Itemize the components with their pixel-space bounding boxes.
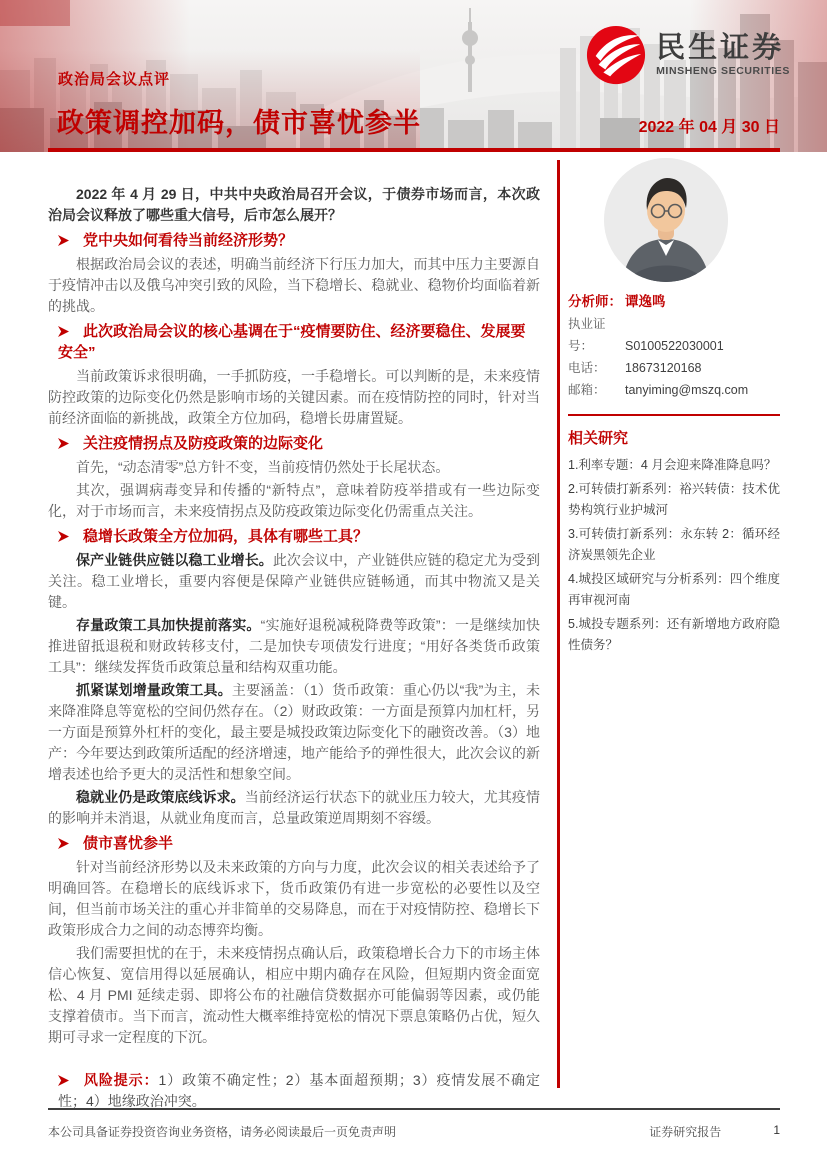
risk-label: 风险提示： [83, 1072, 159, 1088]
related-item: 5.城投专题系列：还有新增地方政府隐性债务？ [568, 617, 780, 652]
section-heading: 党中央如何看待当前经济形势？ [48, 230, 540, 251]
license-row: 执业证号： S0100522030001 [568, 317, 724, 353]
paragraph: 首先，“动态清零”总方针不变，当前疫情仍然处于长尾状态。 [76, 459, 450, 475]
minsheng-logo [585, 24, 790, 86]
logo-name-cn: 民生证券 [656, 32, 785, 64]
email-row: 邮箱： tanyiming@mszq.com [568, 383, 749, 397]
page-number: 1 [773, 1123, 780, 1137]
page-footer [48, 1108, 780, 1140]
paragraph: 当前政策诉求很明确，一手抓防疫，一手稳增长。可以判断的是，未来疫情防控政策的边际变化仍然是影响市场的关键因素。而在疫情防控的同时，针对当前经济面临的新挑战，政策全方位加码，稳增长毋庸置疑。 [48, 368, 540, 426]
header-rule [48, 148, 780, 152]
paragraph: 存量政策工具加快提前落实。“实施好退税减税降费等政策”：一是继续加快推进留抵退税和财政转移支付，二是加快专项债发行进度；“用好各类货币政策工具”：继续发挥货币政策总量和结构双重功能。 [48, 617, 541, 675]
section-heading: 债市喜忧参半 [48, 833, 540, 854]
analyst-photo [604, 158, 728, 282]
paragraph: 稳就业仍是政策底线诉求。当前经济运行状态下的就业压力较大，尤其疫情的影响并未消退，从就业角度而言，总量政策逆周期刻不容缓。 [48, 789, 540, 826]
paragraph: 根据政治局会议的表述，明确当前经济下行压力加大，而其中压力主要源自于疫情冲击以及俄乌冲突引致的风险，当下稳增长、稳就业、稳物价均面临着新的挑战。 [48, 256, 540, 314]
logo-name-en: MINSHENG SECURITIES [656, 65, 790, 77]
footer-right [649, 1123, 780, 1140]
related-item: 3.可转债打新系列：永东转 2：循环经济炭黑领先企业 [568, 527, 780, 562]
paragraph: 保产业链供应链以稳工业增长。此次会议中，产业链供应链的稳定尤为受到关注。稳工业增长，重要内容便是保障产业链供应链畅通，而其中物流又是关键。 [48, 552, 540, 610]
paragraph: 其次，强调病毒变异和传播的“新特点”，意味着防疫举措或有一些边际变化，对于市场而言，未来疫情拐点及防疫政策边际变化仍需重点关注。 [48, 482, 540, 519]
report-header [0, 0, 827, 152]
footer-disclaimer: 本公司具备证券投资咨询业务资格，请务必阅读最后一页免责声明 [48, 1125, 397, 1139]
category-label: 政治局会议点评 [58, 71, 171, 88]
sidebar [568, 158, 780, 659]
related-item: 4.城投区域研究与分析系列：四个维度再审视河南 [568, 572, 780, 607]
paragraph: 针对当前经济形势以及未来政策的方向与力度，此次会议的相关表述给予了明确回答。在稳增长的底线诉求下，货币政策仍有进一步宽松的必要性以及空间，但当前市场关注的重心并非简单的交易降息，而在于对疫情防控、稳增长下政策形成合力之间的动态博弈均衡。 [48, 859, 540, 938]
arrowhead-right-icon [58, 531, 69, 542]
related-item: 2.可转债打新系列：裕兴转债：技术优势构筑行业护城河 [568, 482, 780, 517]
analyst-info [568, 313, 780, 401]
page-title: 政策调控加码，债市喜忧参半 [57, 108, 421, 138]
logo-text [656, 33, 790, 77]
paragraph: 我们需要担忧的在于，未来疫情拐点确认后，政策稳增长合力下的市场主体信心恢复、宽信用得以延展确认，相应中期内确存在风险，但短期内资金面宽松、4 月 PMI 延续走弱、即将公布的社融信贷数据亦可能偏弱等因素，或仍能支撑着债市。当下而言，流动性大概率维持宽松的情况下票息策略仍占优，短久期可寻求一定程度的下沉。 [48, 945, 540, 1045]
arrowhead-right-icon [58, 438, 69, 449]
risk-notice [48, 1070, 540, 1112]
vertical-divider [557, 160, 560, 1088]
arrowhead-right-icon [58, 838, 69, 849]
analyst-name: 谭逸鸣 [625, 294, 666, 309]
analyst-portrait-image [604, 158, 728, 282]
arrowhead-right-icon [58, 235, 69, 246]
risk-text: 1）政策不确定性；2）基本面超预期；3）疫情发展不确定性；4）地缘政治冲突。 [58, 1072, 541, 1109]
paragraph: 抓紧谋划增量政策工具。主要涵盖：（1）货币政策：重心仍以“我”为主，未来降准降息等宽松的空间仍然存在。（2）财政政策：一方面是预算内加杠杆，另一方面是预算外杠杆的变化，最主要是城投政策边际变化下的融资改善。（3）地产：今年要达到政策所适配的经济增速，地产能给予的弹性很大，此次会议的新增表述也给予更大的灵活性和想象空间。 [48, 682, 541, 782]
related-research-heading: 相关研究 [568, 430, 629, 447]
report-date: 2022 年 04 月 30 日 [638, 119, 780, 136]
sidebar-divider [568, 414, 780, 416]
related-item: 1.利率专题：4 月会迎来降准降息吗？ [568, 458, 777, 472]
report-body [48, 184, 540, 1112]
section-heading: 稳增长政策全方位加码，具体有哪些工具？ [48, 526, 540, 547]
analyst-row [568, 290, 780, 310]
analyst-label: 分析师： [568, 294, 622, 309]
section-heading: 此次政治局会议的核心基调在于“疫情要防住、经济要稳住、发展要安全” [58, 323, 526, 361]
arrowhead-right-icon [58, 326, 69, 337]
intro-paragraph: 2022 年 4 月 29 日，中共中央政治局召开会议，于债券市场而言，本次政治局会议释放了哪些重大信号，后市怎么展开？ [48, 186, 540, 223]
minsheng-swoosh-icon [585, 24, 647, 86]
section-heading: 关注疫情拐点及防疫政策的边际变化 [48, 433, 540, 454]
arrowhead-right-icon [58, 1075, 69, 1086]
footer-report-type: 证券研究报告 [649, 1125, 722, 1139]
phone-row: 电话： 18673120168 [568, 361, 702, 375]
